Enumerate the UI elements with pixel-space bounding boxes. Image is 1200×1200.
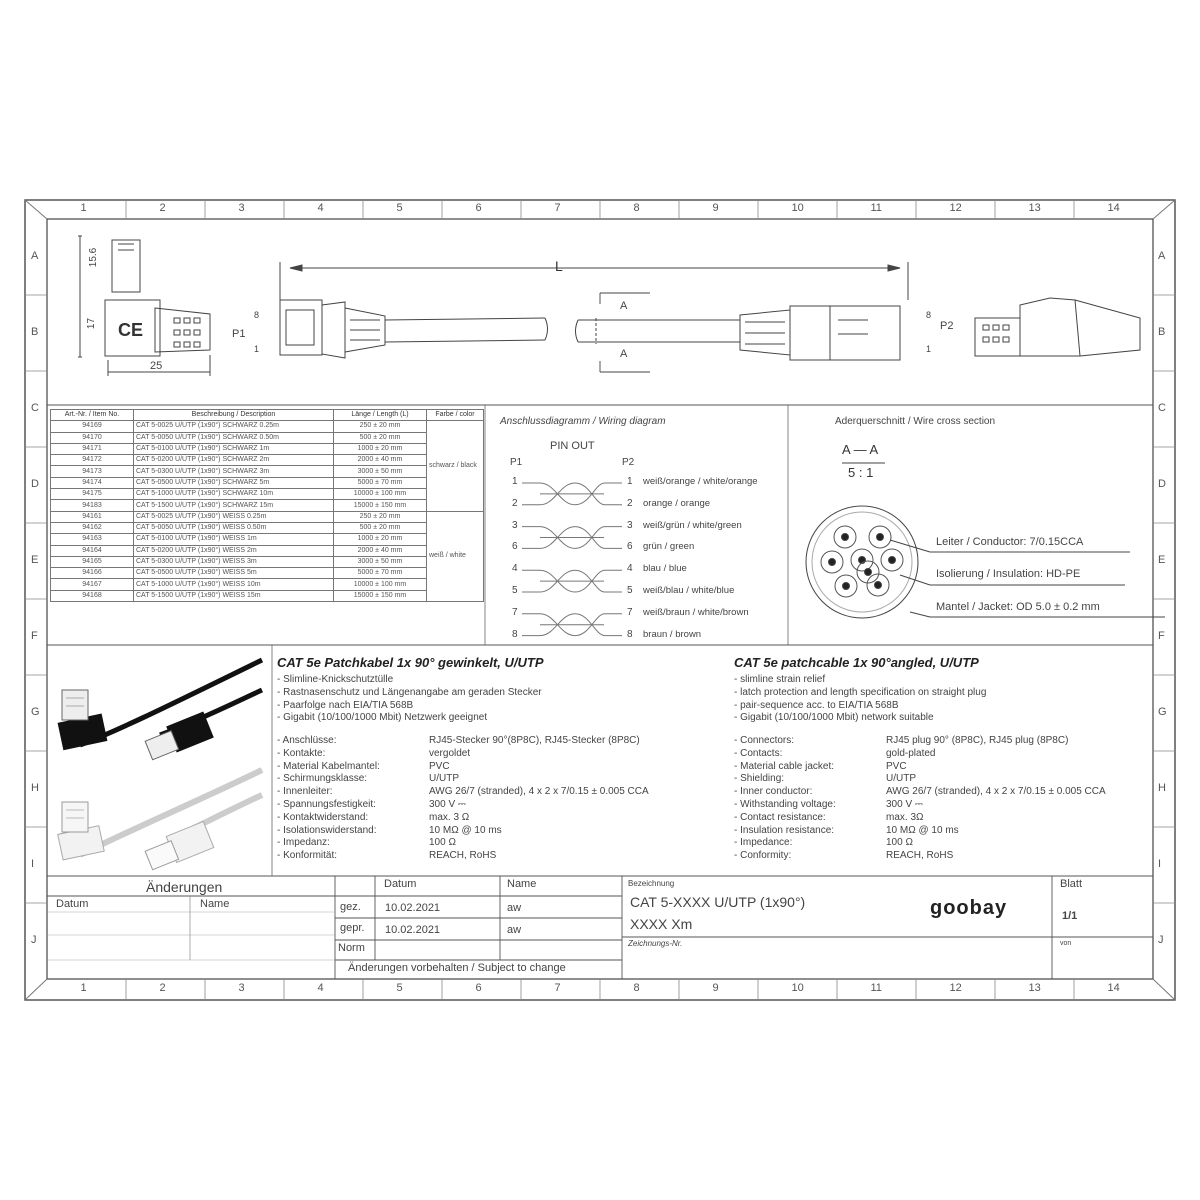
spec-property-row xyxy=(734,748,1106,761)
length-cell: 1000 ± 20 mm xyxy=(334,534,427,545)
row-label: I xyxy=(31,858,35,870)
row-label: H xyxy=(31,782,39,794)
column-label: 4 xyxy=(317,982,324,994)
pin8-left: 8 xyxy=(254,310,260,320)
length-cell: 5000 ± 70 mm xyxy=(334,568,427,579)
pin-right: 6 xyxy=(627,541,633,553)
pin-left: 4 xyxy=(512,563,518,575)
description-cell: CAT 5-0200 U/UTP (1x90°) WEISS 2m xyxy=(134,545,334,556)
row-label: J xyxy=(31,934,37,946)
pin8-right: 8 xyxy=(926,310,932,320)
column-label: 10 xyxy=(791,202,804,214)
spec-key: - Connectors: xyxy=(734,735,795,746)
pin-left: 1 xyxy=(512,476,518,487)
length-cell: 15000 ± 150 mm xyxy=(334,500,427,511)
spec-key: - Contacts: xyxy=(734,747,783,759)
row-label: H xyxy=(1158,782,1166,794)
item-no-cell: 94165 xyxy=(51,556,134,567)
description-cell: CAT 5-0100 U/UTP (1x90°) SCHWARZ 1m xyxy=(134,443,334,454)
wire-color-label: grün / green xyxy=(643,541,695,553)
spec-en-props xyxy=(734,735,1106,863)
row-label: C xyxy=(1158,402,1166,414)
cross-section-title: Aderquerschnitt / Wire cross section xyxy=(835,416,996,427)
spec-key: - Innenleiter: xyxy=(277,786,333,798)
table-row xyxy=(51,590,484,601)
spec-en-bullets xyxy=(734,674,986,725)
wire-color-label: braun / brown xyxy=(643,628,702,640)
spec-property-row xyxy=(277,799,649,812)
col-item-no: Art.-Nr. / Item No. xyxy=(51,410,134,421)
pin-right: 3 xyxy=(627,519,633,531)
length-cell: 10000 ± 100 mm xyxy=(334,489,427,500)
color-cell: schwarz / black xyxy=(427,421,484,511)
row-label: I xyxy=(1158,858,1162,870)
item-no-cell: 94172 xyxy=(51,455,134,466)
spec-value: 300 V ⎓ xyxy=(429,798,466,810)
column-label: 11 xyxy=(870,202,882,214)
drawing-title-1: CAT 5-XXXX U/UTP (1x90°) xyxy=(630,894,806,910)
tb-gepr-name: aw xyxy=(507,924,522,936)
row-label: D xyxy=(31,478,39,490)
column-label: 1 xyxy=(80,202,87,214)
table-row xyxy=(51,579,484,590)
p2-label: P2 xyxy=(940,320,954,332)
spec-key: - Kontakte: xyxy=(277,747,326,759)
wire-color-label: weiß/grün / white/green xyxy=(643,519,742,531)
spec-property-row xyxy=(734,773,1106,786)
description-cell: CAT 5-1500 U/UTP (1x90°) WEISS 15m xyxy=(134,590,334,601)
spec-property-row xyxy=(277,825,649,838)
spec-value: REACH, RoHS xyxy=(429,850,497,862)
tb-name: Name xyxy=(507,878,537,890)
spec-bullet: - pair-sequence acc. to EIA/TIA 568B xyxy=(734,699,899,711)
spec-value: 300 V ⎓ xyxy=(886,798,923,810)
spec-value: REACH, RoHS xyxy=(886,850,954,862)
wiring-lines xyxy=(522,483,622,636)
column-label: 13 xyxy=(1028,982,1041,994)
spec-key: - Konformität: xyxy=(277,850,338,862)
table-row xyxy=(51,477,484,488)
column-label: 10 xyxy=(791,982,804,994)
column-label: 7 xyxy=(554,982,561,994)
spec-key: - Conformity: xyxy=(734,850,792,862)
column-label: 3 xyxy=(238,982,245,994)
bezeichnung-label: Bezeichnung xyxy=(628,879,675,888)
product-photo-white xyxy=(58,770,262,870)
item-no-cell: 94167 xyxy=(51,579,134,590)
pin-left: 8 xyxy=(512,628,518,640)
parts-table xyxy=(50,409,484,602)
spec-value: RJ45-Stecker 90°(8P8C), RJ45-Stecker (8P8C) xyxy=(429,735,640,746)
length-cell: 500 ± 20 mm xyxy=(334,432,427,443)
wiring-title: Anschlussdiagramm / Wiring diagram xyxy=(500,416,666,427)
column-label: 9 xyxy=(712,982,719,994)
spec-key: - Shielding: xyxy=(734,773,785,785)
spec-property-row xyxy=(277,748,649,761)
spec-bullet: - Slimline-Knickschutztülle xyxy=(277,674,394,685)
table-row xyxy=(51,545,484,556)
wiring-p2: P2 xyxy=(622,457,635,468)
description-cell: CAT 5-0300 U/UTP (1x90°) WEISS 3m xyxy=(134,556,334,567)
description-cell: CAT 5-0200 U/UTP (1x90°) SCHWARZ 2m xyxy=(134,455,334,466)
row-label: E xyxy=(31,554,39,566)
row-label: G xyxy=(31,706,40,718)
spec-key: - Material cable jacket: xyxy=(734,760,835,772)
conductor-label: Leiter / Conductor: 7/0.15CCA xyxy=(936,536,1084,548)
tb-gez-name: aw xyxy=(507,902,522,914)
spec-key: - Material Kabelmantel: xyxy=(277,760,380,772)
section-a-bottom: A xyxy=(620,348,628,360)
item-no-cell: 94168 xyxy=(51,590,134,601)
description-cell: CAT 5-1000 U/UTP (1x90°) SCHWARZ 10m xyxy=(134,489,334,500)
spec-property-row xyxy=(277,735,649,748)
item-no-cell: 94175 xyxy=(51,489,134,500)
tb-gepr: gepr. xyxy=(340,922,365,934)
item-no-cell: 94171 xyxy=(51,443,134,454)
row-label: J xyxy=(1158,934,1164,946)
tb-gez: gez. xyxy=(340,901,361,913)
column-label: 12 xyxy=(949,202,962,214)
spec-value: 100 Ω xyxy=(886,837,913,849)
description-cell: CAT 5-0025 U/UTP (1x90°) SCHWARZ 0.25m xyxy=(134,421,334,432)
description-cell: CAT 5-0500 U/UTP (1x90°) WEISS 5m xyxy=(134,568,334,579)
table-row xyxy=(51,443,484,454)
table-row xyxy=(51,534,484,545)
dim-17-label: 17 xyxy=(86,317,98,330)
column-label: 14 xyxy=(1107,202,1120,214)
length-cell: 500 ± 20 mm xyxy=(334,522,427,533)
item-no-cell: 94166 xyxy=(51,568,134,579)
row-label: B xyxy=(31,326,39,338)
table-row xyxy=(51,466,484,477)
column-label: 12 xyxy=(949,982,962,994)
spec-value: vergoldet xyxy=(429,747,471,759)
pin-left: 3 xyxy=(512,519,518,531)
dim-length-label: L xyxy=(555,258,563,274)
zeichnung-label: Zeichnungs-Nr. xyxy=(628,939,683,948)
column-label: 11 xyxy=(870,982,882,994)
section-label: A — A xyxy=(842,442,879,457)
length-cell: 3000 ± 50 mm xyxy=(334,466,427,477)
table-row xyxy=(51,489,484,500)
spec-de-props xyxy=(277,735,649,863)
spec-bullet: - Gigabit (10/100/1000 Mbit) Netzwerk geeignet xyxy=(277,712,488,724)
row-label: B xyxy=(1158,326,1166,338)
scale-label: 5 : 1 xyxy=(848,465,874,480)
length-cell: 2000 ± 40 mm xyxy=(334,545,427,556)
tb-gepr-date: 10.02.2021 xyxy=(385,924,441,936)
table-row xyxy=(51,522,484,533)
column-label: 6 xyxy=(475,202,482,214)
spec-bullet: - Paarfolge nach EIA/TIA 568B xyxy=(277,699,414,711)
column-label: 9 xyxy=(712,202,719,214)
spec-value: U/UTP xyxy=(429,773,459,785)
spec-property-row xyxy=(277,812,649,825)
brand-logo: goobay xyxy=(930,897,1008,919)
row-label: C xyxy=(31,402,39,414)
length-cell: 250 ± 20 mm xyxy=(334,511,427,522)
description-cell: CAT 5-0500 U/UTP (1x90°) SCHWARZ 5m xyxy=(134,477,334,488)
spec-en-title: CAT 5e patchcable 1x 90°angled, U/UTP xyxy=(734,655,979,670)
length-cell: 3000 ± 50 mm xyxy=(334,556,427,567)
spec-value: max. 3 Ω xyxy=(429,811,470,823)
wire-color-label: orange / orange xyxy=(643,497,711,509)
row-label: E xyxy=(1158,554,1166,566)
column-label: 5 xyxy=(396,202,403,214)
description-cell: CAT 5-0025 U/UTP (1x90°) WEISS 0.25m xyxy=(134,511,334,522)
column-label: 5 xyxy=(396,982,403,994)
item-no-cell: 94183 xyxy=(51,500,134,511)
spec-key: - Inner conductor: xyxy=(734,786,813,798)
table-row xyxy=(51,568,484,579)
wire-color-label: weiß/orange / white/orange xyxy=(643,476,758,487)
wiring-p1: P1 xyxy=(510,457,523,468)
description-cell: CAT 5-0050 U/UTP (1x90°) WEISS 0.50m xyxy=(134,522,334,533)
spec-value: max. 3Ω xyxy=(886,811,924,823)
length-cell: 1000 ± 20 mm xyxy=(334,443,427,454)
spec-bullet: - slimline strain relief xyxy=(734,674,826,685)
table-row xyxy=(51,556,484,567)
section-a-top: A xyxy=(620,300,628,312)
pin-right: 5 xyxy=(627,585,633,596)
item-no-cell: 94163 xyxy=(51,534,134,545)
row-label: G xyxy=(1158,706,1167,718)
pinout-label: PIN OUT xyxy=(550,440,595,452)
row-label: D xyxy=(1158,478,1166,490)
tb-norm: Norm xyxy=(338,942,365,954)
column-label: 14 xyxy=(1107,982,1120,994)
wire-color-label: weiß/braun / white/brown xyxy=(643,606,749,618)
column-label: 13 xyxy=(1028,202,1041,214)
pin-right: 8 xyxy=(627,628,633,640)
spec-value: AWG 26/7 (stranded), 4 x 2 x 7/0.15 ± 0.005 CCA xyxy=(886,786,1106,798)
length-cell: 15000 ± 150 mm xyxy=(334,590,427,601)
column-label: 7 xyxy=(554,202,561,214)
drawing-title-2: XXXX Xm xyxy=(630,916,693,932)
pin-right: 4 xyxy=(627,563,633,575)
spec-value: PVC xyxy=(886,760,907,772)
changes-header: Änderungen xyxy=(146,879,223,895)
spec-value: RJ45 plug 90° (8P8C), RJ45 plug (8P8C) xyxy=(886,735,1069,746)
insulation-label: Isolierung / Insulation: HD-PE xyxy=(936,568,1081,580)
spec-property-row xyxy=(734,837,1106,850)
description-cell: CAT 5-1000 U/UTP (1x90°) WEISS 10m xyxy=(134,579,334,590)
column-label: 2 xyxy=(159,202,166,214)
spec-key: - Schirmungsklasse: xyxy=(277,773,368,785)
spec-value: AWG 26/7 (stranded), 4 x 2 x 7/0.15 ± 0.005 CCA xyxy=(429,786,649,798)
spec-value: U/UTP xyxy=(886,773,916,785)
row-label: F xyxy=(31,630,38,642)
spec-property-row xyxy=(734,786,1106,799)
item-no-cell: 94170 xyxy=(51,432,134,443)
changes-name: Name xyxy=(200,898,230,910)
pin-left: 5 xyxy=(512,585,518,596)
spec-value: 10 MΩ @ 10 ms xyxy=(429,824,502,836)
row-label: F xyxy=(1158,630,1165,642)
subject-to-change: Änderungen vorbehalten / Subject to change xyxy=(348,962,566,974)
column-label: 4 xyxy=(317,202,324,214)
p1-label: P1 xyxy=(232,328,246,340)
length-cell: 250 ± 20 mm xyxy=(334,421,427,432)
spec-value: 10 MΩ @ 10 ms xyxy=(886,824,959,836)
wire-color-label: blau / blue xyxy=(643,563,687,575)
von-label: von xyxy=(1060,940,1072,947)
spec-property-row xyxy=(277,761,649,774)
tb-datum: Datum xyxy=(384,878,417,890)
spec-property-row xyxy=(277,773,649,786)
row-label: A xyxy=(1158,250,1166,262)
column-label: 8 xyxy=(633,202,640,214)
spec-key: - Withstanding voltage: xyxy=(734,798,836,810)
description-cell: CAT 5-0100 U/UTP (1x90°) WEISS 1m xyxy=(134,534,334,545)
pin-left: 7 xyxy=(512,606,518,618)
item-no-cell: 94174 xyxy=(51,477,134,488)
pin1-right: 1 xyxy=(926,344,932,354)
pin-left: 6 xyxy=(512,541,518,553)
jacket-label: Mantel / Jacket: OD 5.0 ± 0.2 mm xyxy=(936,601,1100,613)
row-label: A xyxy=(31,250,39,262)
spec-property-row xyxy=(277,850,649,863)
spec-property-row xyxy=(277,786,649,799)
column-label: 2 xyxy=(159,982,166,994)
changes-datum: Datum xyxy=(56,898,89,910)
sheet-number: 1/1 xyxy=(1062,910,1078,922)
col-length: Länge / Length (L) xyxy=(334,410,427,421)
spec-key: - Kontaktwiderstand: xyxy=(277,811,369,823)
spec-property-row xyxy=(734,850,1106,863)
spec-key: - Anschlüsse: xyxy=(277,735,337,746)
pin1-left: 1 xyxy=(254,344,260,354)
item-no-cell: 94169 xyxy=(51,421,134,432)
spec-key: - Isolationswiderstand: xyxy=(277,824,377,836)
spec-property-row xyxy=(277,837,649,850)
spec-value: gold-plated xyxy=(886,747,936,759)
spec-key: - Contact resistance: xyxy=(734,811,826,823)
spec-key: - Impedanz: xyxy=(277,837,330,849)
column-label: 1 xyxy=(80,982,87,994)
item-no-cell: 94162 xyxy=(51,522,134,533)
blatt-label: Blatt xyxy=(1060,878,1083,890)
column-label: 8 xyxy=(633,982,640,994)
spec-property-row xyxy=(734,735,1106,748)
pin-right: 7 xyxy=(627,606,633,618)
dim-height-label: 15.6 xyxy=(88,247,100,268)
spec-key: - Insulation resistance: xyxy=(734,824,835,836)
col-color: Farbe / color xyxy=(427,410,484,421)
ce-mark: CE xyxy=(118,320,144,340)
length-cell: 5000 ± 70 mm xyxy=(334,477,427,488)
spec-value: 100 Ω xyxy=(429,837,456,849)
spec-property-row xyxy=(734,799,1106,812)
pin-left: 2 xyxy=(512,497,518,509)
description-cell: CAT 5-0050 U/UTP (1x90°) SCHWARZ 0.50m xyxy=(134,432,334,443)
product-photo-black xyxy=(58,660,262,760)
spec-key: - Impedance: xyxy=(734,837,793,849)
table-row xyxy=(51,511,484,522)
column-label: 6 xyxy=(475,982,482,994)
spec-value: PVC xyxy=(429,760,450,772)
spec-bullet: - Gigabit (10/100/1000 Mbit) network suitable xyxy=(734,712,934,724)
cable-drawing xyxy=(280,262,1140,372)
spec-bullet: - Rastnasenschutz und Längenangabe am geraden Stecker xyxy=(277,686,542,698)
description-cell: CAT 5-0300 U/UTP (1x90°) SCHWARZ 3m xyxy=(134,466,334,477)
spec-de-title: CAT 5e Patchkabel 1x 90° gewinkelt, U/UTP xyxy=(277,655,544,670)
dim-width-label: 25 xyxy=(150,360,163,372)
wire-color-label: weiß/blau / white/blue xyxy=(643,585,735,596)
table-row xyxy=(51,432,484,443)
color-cell: weiß / white xyxy=(427,511,484,601)
tb-gez-date: 10.02.2021 xyxy=(385,902,441,914)
pin-right: 1 xyxy=(627,476,633,487)
spec-property-row xyxy=(734,761,1106,774)
table-row xyxy=(51,421,484,432)
pin-right: 2 xyxy=(627,497,633,509)
table-row xyxy=(51,500,484,511)
spec-property-row xyxy=(734,825,1106,838)
spec-bullet: - latch protection and length specification on straight plug xyxy=(734,686,987,698)
description-cell: CAT 5-1500 U/UTP (1x90°) SCHWARZ 15m xyxy=(134,500,334,511)
item-no-cell: 94173 xyxy=(51,466,134,477)
table-row xyxy=(51,455,484,466)
spec-key: - Spannungsfestigkeit: xyxy=(277,798,376,810)
spec-property-row xyxy=(734,812,1106,825)
column-label: 3 xyxy=(238,202,245,214)
item-no-cell: 94161 xyxy=(51,511,134,522)
spec-de-bullets xyxy=(277,674,542,725)
length-cell: 10000 ± 100 mm xyxy=(334,579,427,590)
col-description: Beschreibung / Description xyxy=(134,410,334,421)
length-cell: 2000 ± 40 mm xyxy=(334,455,427,466)
item-no-cell: 94164 xyxy=(51,545,134,556)
